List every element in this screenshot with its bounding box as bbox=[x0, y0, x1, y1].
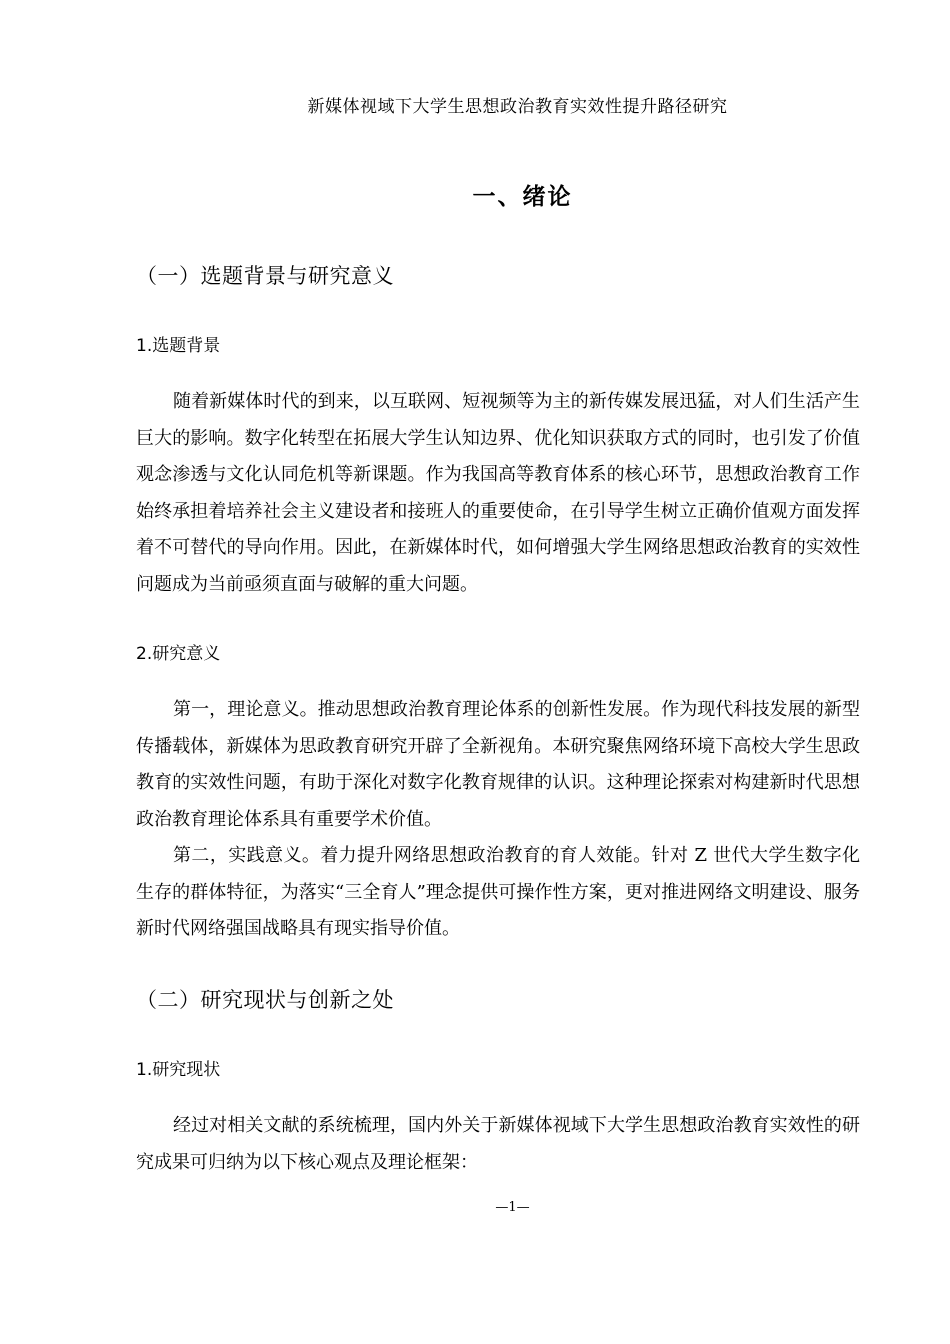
paragraph-theoretical-significance: 第一，理论意义。推动思想政治教育理论体系的创新性发展。作为现代科技发展的新型传播载体，新媒体为思政教育研究开辟了全新视角。本研究聚焦网络环境下高校大学生思政教育的实效性问题，有助于深化对数字化教育规律的认识。这种理论探索对构建新时代思想政治教育理论体系具有重要学术价值。 bbox=[136, 699, 860, 830]
running-title: 新媒体视域下大学生思想政治教育实效性提升路径研究 bbox=[307, 97, 728, 117]
subsection-title-status: 1.研究现状 bbox=[136, 1060, 221, 1080]
page-number: —1— bbox=[495, 1200, 530, 1215]
subsection-title-significance: 2.研究意义 bbox=[136, 644, 221, 664]
chapter-title: 一、绪论 bbox=[472, 184, 573, 210]
section-title-1: （一）选题背景与研究意义 bbox=[136, 264, 394, 288]
paragraph-research-status: 经过对相关文献的系统梳理，国内外关于新媒体视域下大学生思想政治教育实效性的研究成果可归纳为以下核心观点及理论框架： bbox=[136, 1115, 860, 1173]
paragraph-background: 随着新媒体时代的到来，以互联网、短视频等为主的新传媒发展迅猛，对人们生活产生巨大的影响。数字化转型在拓展大学生认知边界、优化知识获取方式的同时，也引发了价值观念渗透与文化认同危机等新课题。作为我国高等教育体系的核心环节，思想政治教育工作始终承担着培养社会主义建设者和接班人的重要使命，在引导学生树立正确价值观方面发挥着不可替代的导向作用。因此，在新媒体时代，如何增强大学生网络思想政治教育的实效性问题成为当前亟须直面与破解的重大问题。 bbox=[136, 391, 860, 595]
section-title-2: （二）研究现状与创新之处 bbox=[136, 988, 394, 1012]
subsection-title-background: 1.选题背景 bbox=[136, 336, 221, 356]
paragraph-practical-significance: 第二，实践意义。着力提升网络思想政治教育的育人效能。针对 Z 世代大学生数字化生存的群体特征，为落实“三全育人”理念提供可操作性方案，更对推进网络文明建设、服务新时代网络强国战略具有现实指导价值。 bbox=[136, 845, 860, 939]
